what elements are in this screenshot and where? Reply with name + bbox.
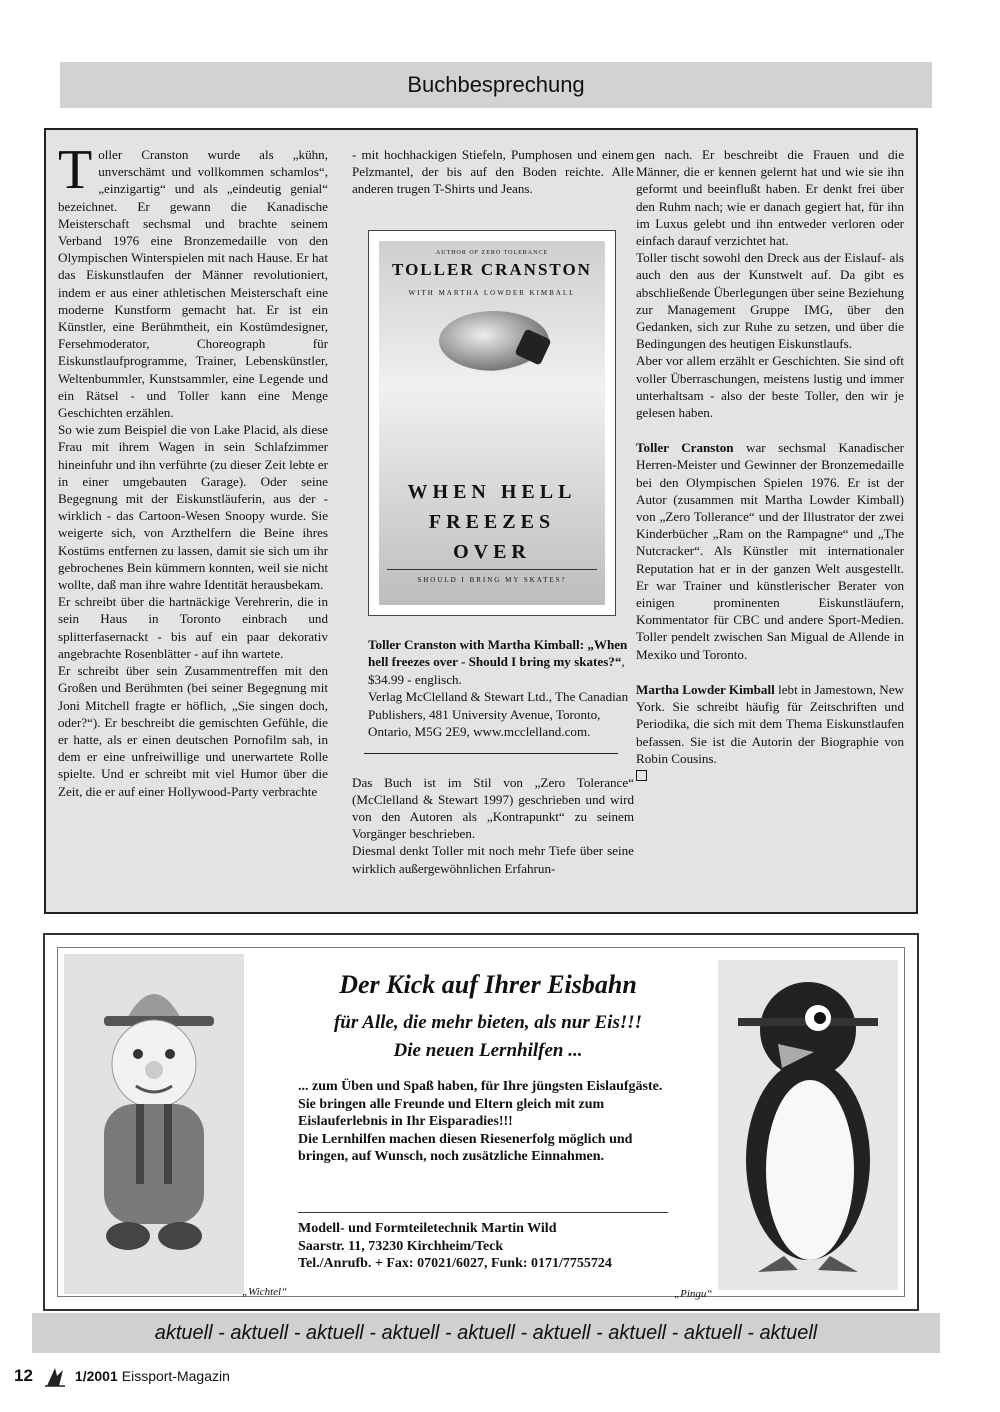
ad-subheadline: für Alle, die mehr bieten, als nur Eis!!!: [333, 1012, 643, 1033]
wichtel-photo: [64, 954, 244, 1294]
article-paragraph: Das Buch ist im Stil von „Zero Tolerance“ (McClelland & Stewart 1997) geschrieben und wird von den Autoren als „Kontrapunkt“ zu seinem Vorgänger beschrieben.: [352, 774, 634, 842]
ad-frame: [57, 947, 905, 1300]
ad-line: ... zum Üben und Spaß haben, für Ihre jüngsten Eislaufgäste.: [298, 1079, 663, 1094]
page-number: 12: [14, 1366, 33, 1385]
book-price: , $34.99 - englisch.: [368, 654, 625, 687]
ad-line: Die Lernhilfen machen diesen Riesenerfolg möglich und bringen, auf Wunsch, noch zusätzliche Einnahmen.: [298, 1131, 633, 1164]
ad-contact: [298, 1220, 718, 1273]
article-box: [44, 128, 918, 914]
cover-author: TOLLER CRANSTON: [392, 259, 592, 279]
contact-line: Tel./Anrufb. + Fax: 07021/6027, Funk: 0171/7755724: [298, 1256, 612, 1271]
divider: [298, 1212, 668, 1213]
cover-coauthor: WITH MARTHA LOWDER KIMBALL: [408, 288, 576, 297]
article-paragraph: - mit hochhackigen Stiefeln, Pumphosen und einem Pelzmantel, der bis auf den Boden reichte. Alle anderen trugen T-Shirts und Jeans.: [352, 147, 634, 197]
article-paragraph: [58, 139, 328, 421]
issue-number: 1/2001: [74, 1368, 118, 1384]
bio-name: Toller Cranston: [636, 440, 734, 456]
book-publisher: Verlag McClelland & Stewart Ltd., The Canadian Publishers, 481 University Avenue, Toronto, Ontario, M5G 2E9, www.mcclelland.com.: [368, 689, 629, 740]
ad-subheadline-2: Die neuen Lernhilfen ...: [393, 1040, 583, 1061]
contact-line: Saarstr. 11, 73230 Kirchheim/Teck: [298, 1238, 504, 1254]
paragraph-text: oller Cranston wurde als „kühn, unverschämt und vollkommen schamlos“, „einzigartig“ und als „eindeutig genial“ bezeichnet. Er gewann die Kanadische Meisterschaft sechsmal und brachte seinem Verband 1976 eine Bronzemedaille von den Olympischen Winterspielen mit nach Hause. Er hat das Eiskunstlaufen der Männer revolutioniert, indem er aus einer athletischen Meisterschaft eine moderne Kunstform gemacht hat. Er ist ein Künstler, eine Berühmtheit, ein Kostümdesigner, Fersehmoderator, Choreograph für Eiskunstlaufprogramme, Trainer, Lebenskünstler, Weltenbummler, Kunstsammler, eine Legende und ein Rätsel - und Toller kann eine Menge Geschichten erzählen.: [58, 147, 328, 421]
ad-headline: Der Kick auf Ihrer Eisbahn: [339, 970, 637, 999]
ad-line: Sie bringen alle Freunde und Eltern gleich mit zum Eislauferlebnis in Ihr Eisparadies!!!: [298, 1096, 605, 1129]
bio-name: Martha Lowder Kimball: [636, 681, 775, 697]
cover-title: WHEN HELL FREEZES OVER: [407, 480, 577, 563]
bio-martha: [636, 681, 904, 767]
contact-line: Modell- und Formteiletechnik Martin Wild: [298, 1221, 557, 1236]
magazine-logo-icon: [43, 1364, 67, 1388]
article-paragraph: Er schreibt über die hartnäckige Verehrerin, die in sein Haus in Toronto einbrach und splitterfasernackt - bis auf ein paar dekorativ angebrachte Rosenblätter - auf ihn wartete.: [58, 594, 328, 661]
article-paragraph: So wie zum Beispiel die von Lake Placid, als diese Frau mit ihrem Wagen in sein Schlafzimmer hineinfuhr und ihn verführte (zu dieser Zeit lebte er in einer umgebauten Garage). Oder seine Begegnung mit der Eiskunstläuferin, aus der - wirklich - das Cartoon-Wesen Snoopy wurde. Sie weigerte sich, von Arzthelfern die Beine ihres Kostüms entfernen zu lassen, damit sie sich um ihr gebrochenes Bein kümmern konnten, weil sie nicht wollte, daß man ihre wahre Identität herausbekam.: [58, 422, 328, 593]
book-cover-image: [368, 230, 616, 616]
page-footer: [14, 1364, 230, 1388]
aktuell-banner: [32, 1313, 940, 1353]
ad-body: [298, 1078, 678, 1166]
advertisement: [43, 933, 919, 1311]
book-cover-art: [379, 241, 605, 605]
bio-toller: [636, 439, 904, 663]
caption-pingu: „Pingu“: [674, 1288, 713, 1300]
article-paragraph: Aber vor allem erzählt er Geschichten. Sie sind oft voller Überraschungen, meistens lustig und immer unterhaltsam - also der beste Toller, den wir je gelesen haben.: [636, 353, 904, 421]
article-paragraph: Er schreibt über sein Zusammentreffen mit den Großen und Berühmten (bei seiner Begegnung mit Joni Mitchell fragte er höflich, „Sie singen doch, oder?“). Er beschreibt die gemischten Gefühle, die er hatte, als er einen deutschen Pornofilm sah, in dem er eine unfreiwillige und unerwartete Rolle spielte. Und er schreibt mit viel Humor über die Zeit, die er auf einer Hollywood-Party verbrachte: [58, 663, 328, 799]
gnome-figure-icon: [64, 954, 244, 1294]
section-title: Buchbesprechung: [407, 72, 585, 97]
pingu-photo: [718, 960, 898, 1290]
caption-wichtel: „Wichtel“: [242, 1286, 288, 1298]
article-column-3: [636, 146, 904, 785]
article-column-2: [352, 146, 642, 877]
article-paragraph: Diesmal denkt Toller mit noch mehr Tiefe über seine wirklich außergewöhnlichen Erfahrun-: [352, 843, 634, 876]
drop-cap: T: [58, 139, 93, 201]
end-mark-icon: [636, 770, 647, 781]
article-paragraph: gen nach. Er beschreibt die Frauen und die Männer, die er kennen gelernt hat und wie sie ihn geformt und beeinflußt haben. Er denkt frei über den Ruhm nach; wie er danach gegiert hat, für ihn im Luxus gelebt und ihn entweder verloren oder einfach darauf verzichtet hat.: [636, 147, 904, 249]
bio-text: war sechsmal Kanadischer Herren-Meister und Gewinner der Bronzemedaille bei den Olympischen Spielen 1976. Er ist der Autor (zusammen mit Martha Lowder Kimball) von „Zero Tollerance“ und der Illustrator der zwei Kinderbücher „Ram on the Rampagne“ und „The Nutcracker“. Als Künstler mit internationaler Reputation hat er in der ganzen Welt ausgestellt. Er war Trainer und künstlerischer Berater von einigen prominenten Eiskunstläufern, Kommentator für CBC und andere Sport-Medien. Toller pendelt zwischen San Migual de Allende in Mexiko und Toronto.: [636, 440, 904, 662]
magazine-name: Eissport-Magazin: [121, 1368, 230, 1384]
penguin-figure-icon: [718, 960, 898, 1290]
book-info: [368, 636, 630, 741]
book-title: Toller Cranston with Martha Kimball: „When hell freezes over - Should I bring my skates?“: [368, 636, 628, 670]
section-header: [60, 62, 932, 108]
divider: [364, 753, 618, 754]
bio-text: lebt in Jamestown, New York. Sie schreibt häufig für Zeitschriften und Periodika, die sich mit dem Thema Eiskunstlaufen befassen. Sie ist die Autorin der Biographie von Robin Cousins.: [636, 681, 904, 766]
aktuell-text: aktuell - aktuell - aktuell - aktuell - aktuell - aktuell - aktuell - aktuell - aktuell: [154, 1322, 818, 1344]
cover-small-text: AUTHOR OF ZERO TOLERANCE: [435, 249, 549, 256]
cover-tagline: SHOULD I BRING MY SKATES?: [387, 569, 597, 589]
article-paragraph: Toller tischt sowohl den Dreck aus der Eislauf- als auch den aus der Kunstwelt auf. Da gibt es abschließende Überlegungen über seine Beziehung zur Management Gruppe IMG, über den Gedanken, sich zur Ruhe zu setzen, und über die Bedingungen des heutigen Eiskunstlaufs.: [636, 250, 904, 352]
article-column-1: [58, 139, 328, 800]
author-bio: [636, 439, 904, 785]
